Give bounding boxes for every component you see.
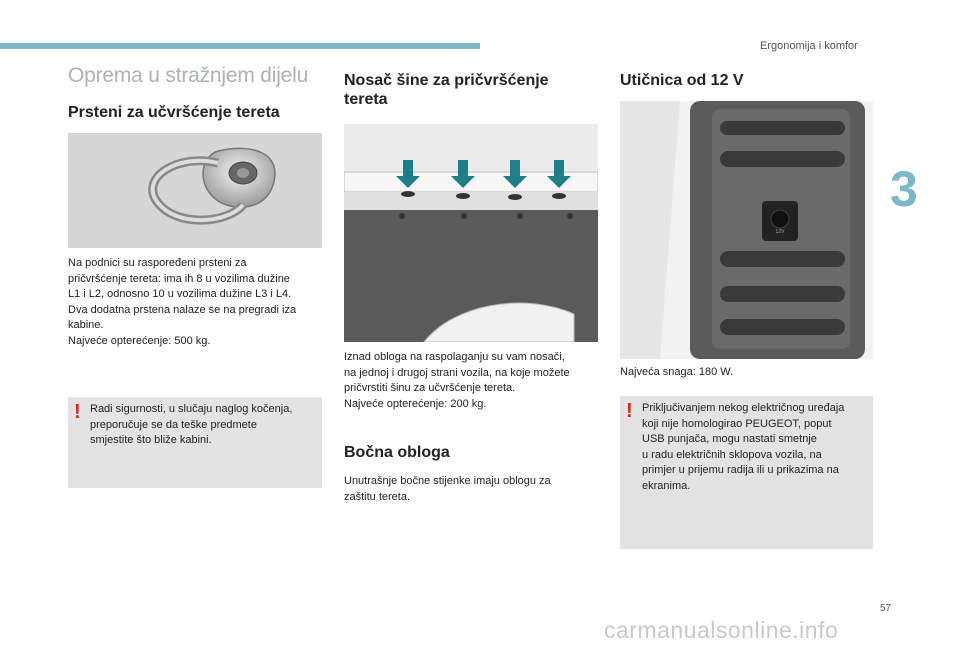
rail-bracket-image xyxy=(344,124,598,342)
rings-body: Na podnici su raspoređeni prsteni za pričvršćenje tereta: ima ih 8 u vozilima dužine L1 i L2, odnosno 10 u vozilima dužine L3 i L4. Dva dodatna prstena nalaze se na pregradi iza kabine. Najveće opterećenje: 500 kg. xyxy=(68,257,297,347)
tie-down-ring-image xyxy=(68,133,322,248)
rings-warning-text: Radi sigurnosti, u slučaju naglog kočenja, preporučuje se da teške predmete smjestite što bliže kabini. xyxy=(90,403,293,446)
watermark: carmanualsonline.info xyxy=(604,617,839,643)
rings-heading: Prsteni za učvršćenje tereta xyxy=(68,104,280,121)
page-number: 57 xyxy=(880,603,892,614)
side-lining-body: Unutrašnje bočne stijenke imaju oblogu za zaštitu tereta. xyxy=(344,475,551,503)
top-accent-bar xyxy=(0,43,480,49)
chapter-number: 3 xyxy=(890,161,918,217)
chapter-title: Ergonomija i komfor xyxy=(760,40,858,52)
rail-body: Iznad obloga na raspolaganju su vam nosači, na jednoj i drugoj strani vozila, na koje možete pričvrstiti šinu za učvršćenje tereta. Najveće opterećenje: 200 kg. xyxy=(344,351,570,410)
socket-power: Najveća snaga: 180 W. xyxy=(620,366,734,378)
section-title: Oprema u stražnjem dijelu xyxy=(68,64,309,87)
socket-panel-image xyxy=(620,101,873,359)
socket-heading: Utičnica od 12 V xyxy=(620,72,744,89)
warning-icon: ! xyxy=(626,400,633,422)
socket-label: 12V xyxy=(775,229,785,235)
warning-icon: ! xyxy=(74,401,81,423)
rail-heading: Nosač šine za pričvršćenje tereta xyxy=(344,72,549,108)
socket-warning-box xyxy=(620,396,873,549)
socket-warning-text: Priključivanjem nekog električnog uređaja koji nije homologirao PEUGEOT, poput USB punjača, mogu nastati smetnje u radu električnih sklopova vozila, na primjer u prijemu radija ili u prikazima na ekranima. xyxy=(642,402,845,492)
side-lining-heading: Bočna obloga xyxy=(344,444,450,461)
rings-warning-box xyxy=(68,397,322,488)
